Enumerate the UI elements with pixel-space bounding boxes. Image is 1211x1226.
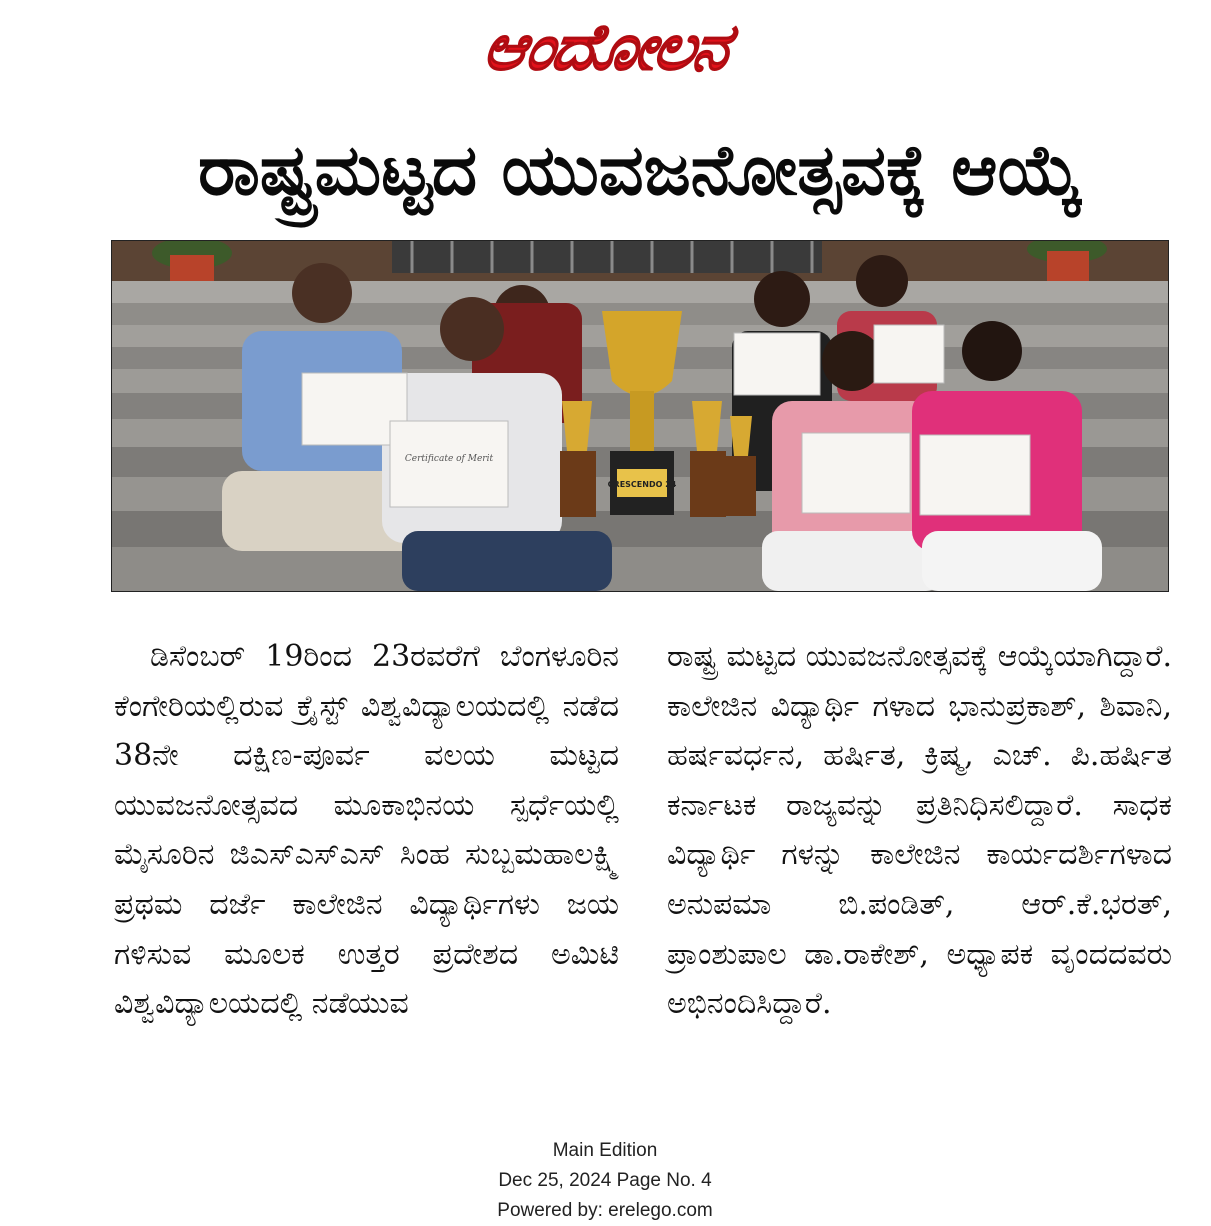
photo-pot-right <box>1047 251 1089 281</box>
article-column-right <box>667 632 1172 1029</box>
article-paragraph-right: ರಾಷ್ಟ್ರ ಮಟ್ಟದ ಯುವಜನೋತ್ಸವಕ್ಕೆ ಆಯ್ಕೆಯಾಗಿದ್ದಾರೆ. ಕಾಲೇಜಿನ ವಿದ್ಯಾರ್ಥಿ ಗಳಾದ ಭಾನುಪ್ರಕಾಶ್, ಶಿವಾನಿ, ಹರ್ಷವರ್ಧನ, ಹರ್ಷಿತ, ಕ್ರಿಷ್ಮ, ಎಚ್. ಪಿ.ಹರ್ಷಿತ ಕರ್ನಾಟಕ ರಾಜ್ಯವನ್ನು ಪ್ರತಿನಿಧಿಸಲಿದ್ದಾರೆ. ಸಾಧಕ ವಿದ್ಯಾರ್ಥಿ ಗಳನ್ನು ಕಾಲೇಜಿನ ಕಾರ್ಯದರ್ಶಿಗಳಾದ ಅನುಪಮಾ ಬಿ.ಪಂಡಿತ್, ಆರ್.ಕೆ.ಭರತ್, ಪ್ರಾಂಶುಪಾಲ ಡಾ.ರಾಕೇಶ್, ಅಧ್ಯಾಪಕ ವೃಂದದವರು ಅಭಿನಂದಿಸಿದ್ದಾರೆ. <box>667 639 1172 1022</box>
date-page-label: Dec 25, 2024 Page No. 4 <box>498 1170 712 1191</box>
newspaper-masthead <box>380 0 830 95</box>
article-column-left <box>114 632 619 1029</box>
photo-railing <box>392 241 822 273</box>
edition-label: Main Edition <box>552 1140 658 1161</box>
powered-by-label: Powered by: erelego.com <box>497 1200 713 1221</box>
article-headline: ರಾಷ್ಟ್ರಮಟ್ಟದ ಯುವಜನೋತ್ಸವಕ್ಕೆ ಆಯ್ಕೆ <box>198 129 1082 211</box>
page-footer <box>405 1136 805 1226</box>
trophy-label: CRESCENDO 24 <box>607 480 677 489</box>
photo-pot-left <box>170 255 214 285</box>
certificate-title: Certificate of Merit <box>404 454 494 464</box>
photo-illustration <box>112 241 1168 591</box>
article-photo <box>111 240 1169 592</box>
masthead-logo-text: ಆಂದೋಲನ <box>478 10 732 85</box>
article-paragraph-left: ಡಿಸೆಂಬರ್ 19ರಿಂದ 23ರವರೆಗೆ ಬೆಂಗಳೂರಿನ ಕೆಂಗೇರಿಯಲ್ಲಿರುವ ಕ್ರೈಸ್ಟ್ ವಿಶ್ವವಿದ್ಯಾಲಯದಲ್ಲಿ ನಡೆದ 38ನೇ ದಕ್ಷಿಣ-ಪೂರ್ವ ವಲಯ ಮಟ್ಟದ ಯುವಜನೋತ್ಸವದ ಮೂಕಾಭಿನಯ ಸ್ಪರ್ಧೆಯಲ್ಲಿ ಮೈಸೂರಿನ ಜಿಎಸ್‌ಎಸ್‌ಎಸ್ ಸಿಂಹ ಸುಬ್ಬಮಹಾಲಕ್ಷ್ಮಿ ಪ್ರಥಮ ದರ್ಜೆ ಕಾಲೇಜಿನ ವಿದ್ಯಾರ್ಥಿಗಳು ಜಯ ಗಳಿಸುವ ಮೂಲಕ ಉತ್ತರ ಪ್ರದೇಶದ ಅಮಿಟಿ ವಿಶ್ವವಿದ್ಯಾಲಯದಲ್ಲಿ ನಡೆಯುವ <box>114 639 619 1022</box>
